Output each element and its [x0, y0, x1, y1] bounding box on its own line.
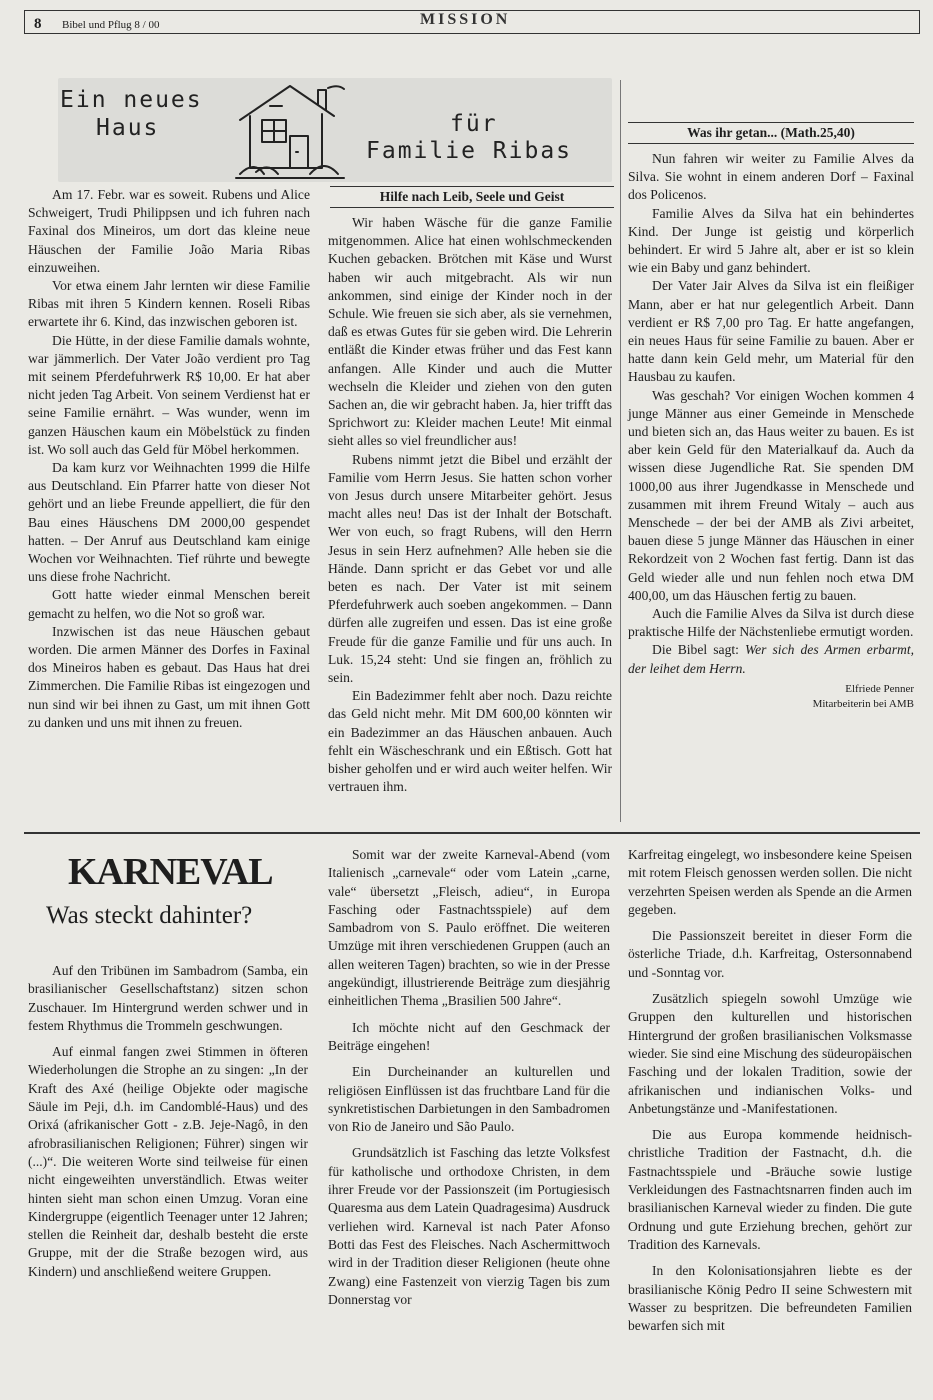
paragraph: Der Vater Jair Alves da Silva ist ein fleißiger Mann, aber er hat nur gelegentlich Arbeit. Dann verdient er R$ 7,00 pro Tag. Er hatte angefangen, ein neues Haus für seine Familie zu bauen. Aber er hatte dann kein Geld mehr, um Material für den Hausbau zu kaufen.: [628, 278, 914, 385]
publication-reference: Bibel und Pflug 8 / 00: [62, 19, 160, 31]
article-title-line-3: für: [450, 111, 498, 137]
author-name: Elfriede Penner: [845, 682, 914, 695]
karneval-subtitle: Was steckt dahinter?: [46, 902, 253, 929]
article1-column-1: [28, 186, 310, 732]
bible-quote: [628, 641, 914, 677]
article3-column-1: [28, 962, 308, 1289]
page-number: 8: [34, 16, 42, 32]
article-title-line-1: Ein neues: [60, 87, 203, 113]
paragraph: Rubens nimmt jetzt die Bibel und erzählt der Familie vom Herrn Jesus. Sie hatten schon vorher von Jesus durch unsere Mitarbeiter gehört. Jesus macht alles neu! Das ist der Inhalt der Botschaft. Wer von euch, so fragt Rubens, will den Herrn Jesus in sein Herz aufnehmen? Alle heben sie die Hände. Dann spricht er das Gebet vor und alle beten es nach. Der Vater ist mit seinem Pferdefuhrwerk auch soeben angekommen. – Dann dürfen alle zugreifen und essen. Das ist eine große Freude für die ganze Familie und für uns auch. In Luk. 15,24 steht: Und sie fingen an, fröhlich zu sein.: [328, 451, 612, 686]
paragraph: Was geschah? Vor einigen Wochen kommen 4 junge Männer aus einer Gemeinde in Menschede und bieten sich an, das Haus weiter zu bauen. Es ist aber kein Geld für den Materialkauf da. Auch da wissen diese Jugendliche Rat. Sie spenden DM 1000,00 aus ihrer Jugendkasse in Menschede und zusammen mit ihrem Freund Witaly – auch aus Menschede – der bei der AMB als Zivi arbeitet, bauen diese 5 junge Männer das Häuschen in einer Rekordzeit von 2 Wochen fast fertig. Dann ist das Geld wieder alle und nun fehlen noch etwa DM 400,00, um das Häuschen fertig zu bauen.: [628, 387, 914, 603]
paragraph: Zusätzlich spiegeln sowohl Umzüge wie Gruppen den kulturellen und historischen Hintergrund der großen brasilianischen Volksmasse wieder. Sie sind eine Mischung des südeuropäischen Fasching und der lokalen Tradition, sowie der afrikanischen und indianischen Volks- und Anbetungstänze und -Manifestationen.: [628, 991, 912, 1116]
article1-column-2: [328, 214, 612, 797]
paragraph: Karfreitag eingelegt, wo insbesondere keine Speisen mit rotem Fleisch genossen werden sollen. Die nicht verzehrten Speisen werden als Spende an die Armen gegeben.: [628, 847, 912, 917]
article2-heading: Was ihr getan... (Math.25,40): [628, 122, 914, 144]
paragraph: Am 17. Febr. war es soweit. Rubens und Alice Schweigert, Trudi Philippsen und ich fuhren nach Faxinal dos Mineiros, um dort das kleine neue Häuschen der Familie João Maria Ribas einzuweihen.: [28, 187, 310, 275]
paragraph: In den Kolonisationsjahren liebte es der brasilianische König Pedro II seine Schwestern mit Wasser zu bespritzen. Die befreundeten Familien bewarfen sich mit: [628, 1263, 912, 1334]
quote-lead: Die Bibel sagt:: [652, 642, 746, 658]
paragraph: Ein Durcheinander an kulturellen und religiösen Einflüssen ist das fruchtbare Land für die synkretistischen Darbietungen in den Sambadromen von Rio de Janeiro und São Paulo.: [328, 1064, 610, 1135]
paragraph: Die aus Europa kommende heidnisch-christliche Tradition der Fastnacht, d.h. die Fastnachtsspiele und -Bräuche sowie lustige Verkleidungen des Fastnachtsnarren finden auch im brasilianischen Karneval wieder zu finden. Die gute Ordnung und gute Erziehung brechen, gehört zur Tradition des Karnevals.: [628, 1127, 912, 1252]
paragraph: Auf den Tribünen im Sambadrom (Samba, ein brasilianischer Gesellschaftstanz) sitzen schon Zuschauer. Im Hintergrund werden schwer und in festem Rhythmus die Trommeln geschwungen.: [28, 963, 308, 1033]
paragraph: Wir haben Wäsche für die ganze Familie mitgenommen. Alice hat einen wohlschmeckenden Kuchen gebacken. Brötchen mit Käse und Wurst haben wir auch mitgebracht. Als wir nun ankommen, sind einige der Kinder noch in der Schule. Wie freuen sie sich aber, als sie vernehmen, daß es etwas Gutes für sie geben wird. Die Lehrerin entläßt die Kinder etwas früher und das Fest kann anfangen. Alle Kinder und auch die Mutter wechseln die Kleider und ziehen von den guten Sachen an, die wir gebracht haben. Ja, hier trifft das Sprichwort zu: Kleider machen Leute! Mit einmal sieht alles so viel freundlicher aus!: [328, 215, 612, 449]
paragraph: Gott hatte wieder einmal Menschen bereit gemacht zu helfen, wo die Not so groß war.: [28, 587, 310, 621]
paragraph: Nun fahren wir weiter zu Familie Alves da Silva. Sie wohnt in einem anderen Dorf – Faxinal dos Policenos.: [628, 151, 914, 203]
paragraph: Die Passionszeit bereitet in dieser Form die österliche Triade, d.h. Karfreitag, Ostersonnabend und -Sonntag vor.: [628, 928, 912, 980]
paragraph: Familie Alves da Silva hat ein behindertes Kind. Der Junge ist geistig und körperlich behindert. Er wird 5 Jahre alt, aber er ist so klein wie ein Baby und ganz behindert.: [628, 205, 914, 276]
paragraph: Auch die Familie Alves da Silva ist durch diese praktische Hilfe der Nächstenliebe ermutigt worden.: [628, 606, 914, 640]
house-illustration: [234, 80, 346, 182]
column-divider: [620, 80, 621, 822]
karneval-title: KARNEVAL: [68, 851, 273, 893]
article-title-line-2: Haus: [96, 115, 160, 141]
paragraph: Da kam kurz vor Weihnachten 1999 die Hilfe aus Deutschland. Ein Pfarrer hatte von dieser Not gehört und an liebe Freunde appelliert, die für den Bau eines Häuschens DM 2000,00 gespendet hatten. – Der Anruf aus Deutschland kam einige Wochen vor Weihnachten. Tief rührte und bewegte uns diese frohe Nachricht.: [28, 460, 310, 585]
section-divider: [24, 832, 920, 834]
section-title: MISSION: [420, 11, 511, 28]
paragraph: Auf einmal fangen zwei Stimmen in öfteren Wiederholungen die Strophe an zu singen: „In der Kraft des Axé (heilige Objekte oder magische Säule im Peji, d.h. im Candomblé-Haus) und des Orixá (afrikanischer Gott - z.B. Jeje-Nagô, in den afrobrasilianischen Religionen; Führer) singen wir (...)“. Die weiteren Worte sind teilweise für einen nicht eingeweihten unverständlich. Etwas weiter hinten sieht man schon einen Umzug. Voran eine Kindergruppe (eigentlich Teenager unter 12 Jahren; stellen die Reinheit dar, deshalb besteht die erste Gruppe, mit der die Straße bezogen wird, aus Kindern) und anschließend weitere Gruppen.: [28, 1044, 308, 1279]
article2-column: [628, 122, 914, 712]
paragraph: Die Hütte, in der diese Familie damals wohnte, war jämmerlich. Der Vater João verdient pro Tag mit seinem Pferdefuhrwerk R$ 10,00. Er hat aber nicht jeden Tag Arbeit. Von seinem Verdienst hat er seine Familie ernährt. – Was wunder, wenn im ganzen Häuschen kaum ein Möbelstück zu finden ist. Wo soll auch das Geld für Möbel herkommen.: [28, 332, 310, 457]
article-title-line-4: Familie Ribas: [366, 138, 573, 164]
paragraph: Somit war der zweite Karneval-Abend (vom Italienisch „carnevale“ oder vom Latein „carne, vale“ übersetzt „Fleisch, adieu“, in Europa Fasching oder Fastnachtsspiele) auf dem Sambadrom von S. Paulo eröffnet. Die weiteren Umzüge mit ihren verschiedenen Gruppen (auch an allen weiteren Tagen) brachten, so wie in der Presse angekündigt, illustrierende Beiträge zum diesjährig einheitlichen Thema „Brasilien 500 Jahre“.: [328, 847, 610, 1009]
article3-column-2: [328, 846, 610, 1317]
paragraph: Grundsätzlich ist Fasching das letzte Volksfest für katholische und orthodoxe Christen, in dem ihrer Freude vor der Passionszeit (im Portugiesisch Quaresma aus dem Latein Quadragesima) Ausdruck verliehen wird. Karneval ist nach Pater Afonso Botti das Fest des Fleisches. Nach Aschermittwoch wird in der Tradition dieser Religionen (heute ohne Zwang) eine Fastenzeit von vierzig Tagen bis zum Donnerstag vor: [328, 1145, 610, 1307]
paragraph: Inzwischen ist das neue Häuschen gebaut worden. Die armen Männer des Dorfes in Faxinal dos Mineiros haben es gebaut. Das Haus hat drei Zimmerchen. Die Familie Ribas ist eingezogen und nun sind wir bei ihnen zu Gast, um mit ihnen Gott zu danken und uns mit ihnen zu freuen.: [28, 623, 310, 730]
paragraph: Vor etwa einem Jahr lernten wir diese Familie Ribas mit ihren 5 Kindern kennen. Roseli Ribas erwartete ihr 6. Kind, das inzwischen geboren ist.: [28, 278, 310, 330]
paragraph: Ein Badezimmer fehlt aber noch. Dazu reichte das Geld nicht mehr. Mit DM 600,00 könnten wir ein Badezimmer an das Häuschen anbauen. Auch fehlt ein Wäscheschrank und ein Eßtisch. Gott hat bisher geholfen und er wird auch weiter helfen. Wir vertrauen ihm.: [328, 688, 612, 795]
paragraph: Ich möchte nicht auf den Geschmack der Beiträge eingehen!: [328, 1019, 610, 1053]
author-role: Mitarbeiterin bei AMB: [812, 697, 914, 710]
article3-column-3: [628, 846, 912, 1343]
article-subheading: Hilfe nach Leib, Seele und Geist: [330, 186, 614, 208]
quote-text: Wer sich des Armen erbarmt, der leihet dem Herrn.: [628, 642, 914, 676]
